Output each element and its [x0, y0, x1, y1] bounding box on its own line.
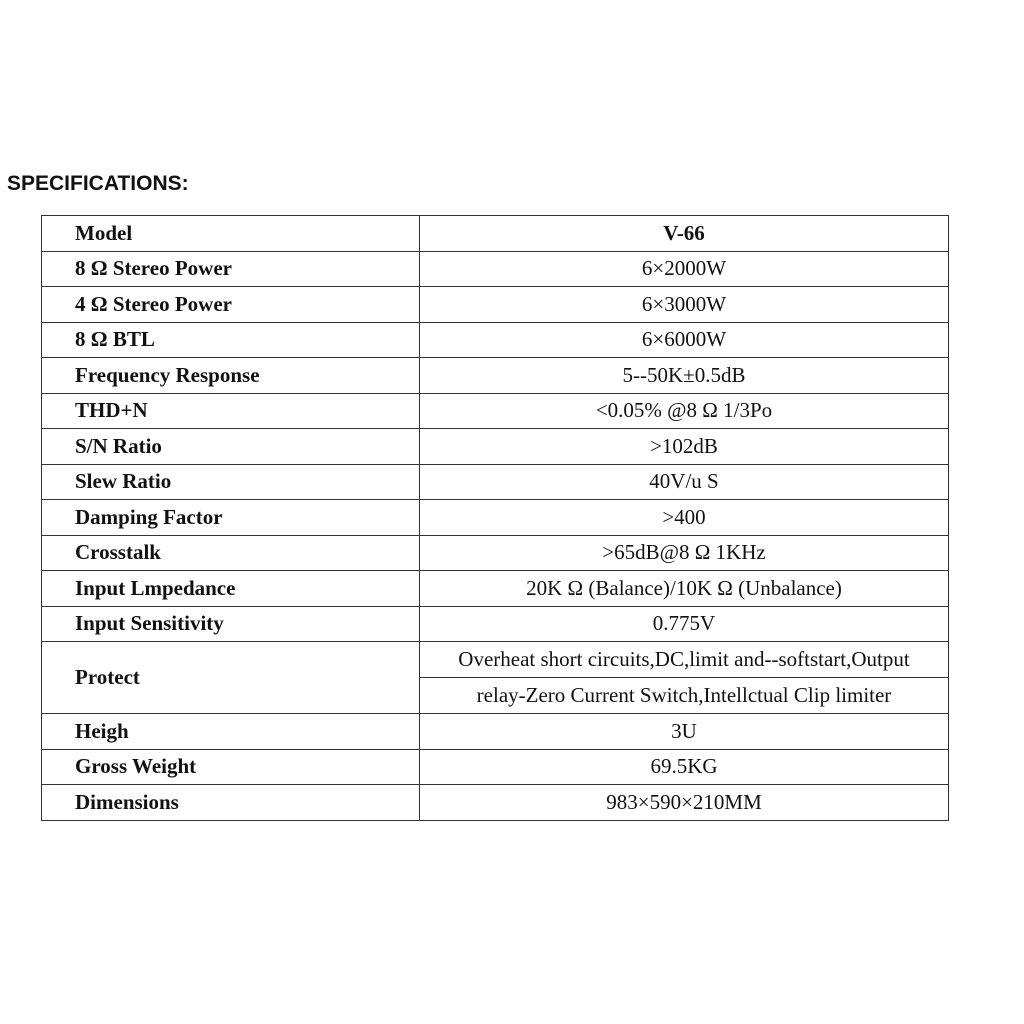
spec-label: Damping Factor	[42, 500, 420, 536]
table-row	[42, 606, 949, 642]
protect-value-line2: relay-Zero Current Switch,Intellctual Clip limiter	[420, 678, 949, 714]
cropped-text-line	[60, 140, 700, 154]
spec-value: >65dB@8 Ω 1KHz	[420, 535, 949, 571]
spec-label: 8 Ω Stereo Power	[42, 251, 420, 287]
table-row	[42, 322, 949, 358]
spec-value: 40V/u S	[420, 464, 949, 500]
spec-label: Heigh	[42, 714, 420, 750]
table-row	[42, 464, 949, 500]
spec-value: 5--50K±0.5dB	[420, 358, 949, 394]
table-row	[42, 393, 949, 429]
spec-label: Input Sensitivity	[42, 606, 420, 642]
spec-label: Dimensions	[42, 785, 420, 821]
spec-value: <0.05% @8 Ω 1/3Po	[420, 393, 949, 429]
spec-label: Frequency Response	[42, 358, 420, 394]
protect-label: Protect	[42, 642, 420, 714]
spec-label: 4 Ω Stereo Power	[42, 287, 420, 323]
table-row	[42, 714, 949, 750]
spec-value: 20K Ω (Balance)/10K Ω (Unbalance)	[420, 571, 949, 607]
table-row	[42, 785, 949, 821]
spec-value: 6×6000W	[420, 322, 949, 358]
spec-label: Gross Weight	[42, 749, 420, 785]
table-row	[42, 287, 949, 323]
table-header-row	[42, 216, 949, 252]
spec-label: S/N Ratio	[42, 429, 420, 465]
spec-value: 6×3000W	[420, 287, 949, 323]
specifications-table	[41, 215, 949, 821]
spec-value: >102dB	[420, 429, 949, 465]
spec-label: THD+N	[42, 393, 420, 429]
spec-label: Crosstalk	[42, 535, 420, 571]
table-row	[42, 749, 949, 785]
table-row	[42, 571, 949, 607]
table-row-protect	[42, 642, 949, 678]
specifications-heading: SPECIFICATIONS:	[7, 172, 189, 195]
spec-value: 0.775V	[420, 606, 949, 642]
spec-value: 983×590×210MM	[420, 785, 949, 821]
table-row	[42, 358, 949, 394]
spec-label: 8 Ω BTL	[42, 322, 420, 358]
table-row	[42, 500, 949, 536]
spec-value: 69.5KG	[420, 749, 949, 785]
spec-label: Input Lmpedance	[42, 571, 420, 607]
spec-label: Slew Ratio	[42, 464, 420, 500]
protect-value-line1: Overheat short circuits,DC,limit and--softstart,Output	[420, 642, 949, 678]
spec-value: 6×2000W	[420, 251, 949, 287]
spec-value: 3U	[420, 714, 949, 750]
header-value: V-66	[420, 216, 949, 252]
header-label: Model	[42, 216, 420, 252]
table-row	[42, 429, 949, 465]
spec-value: >400	[420, 500, 949, 536]
table-row	[42, 535, 949, 571]
table-row	[42, 251, 949, 287]
